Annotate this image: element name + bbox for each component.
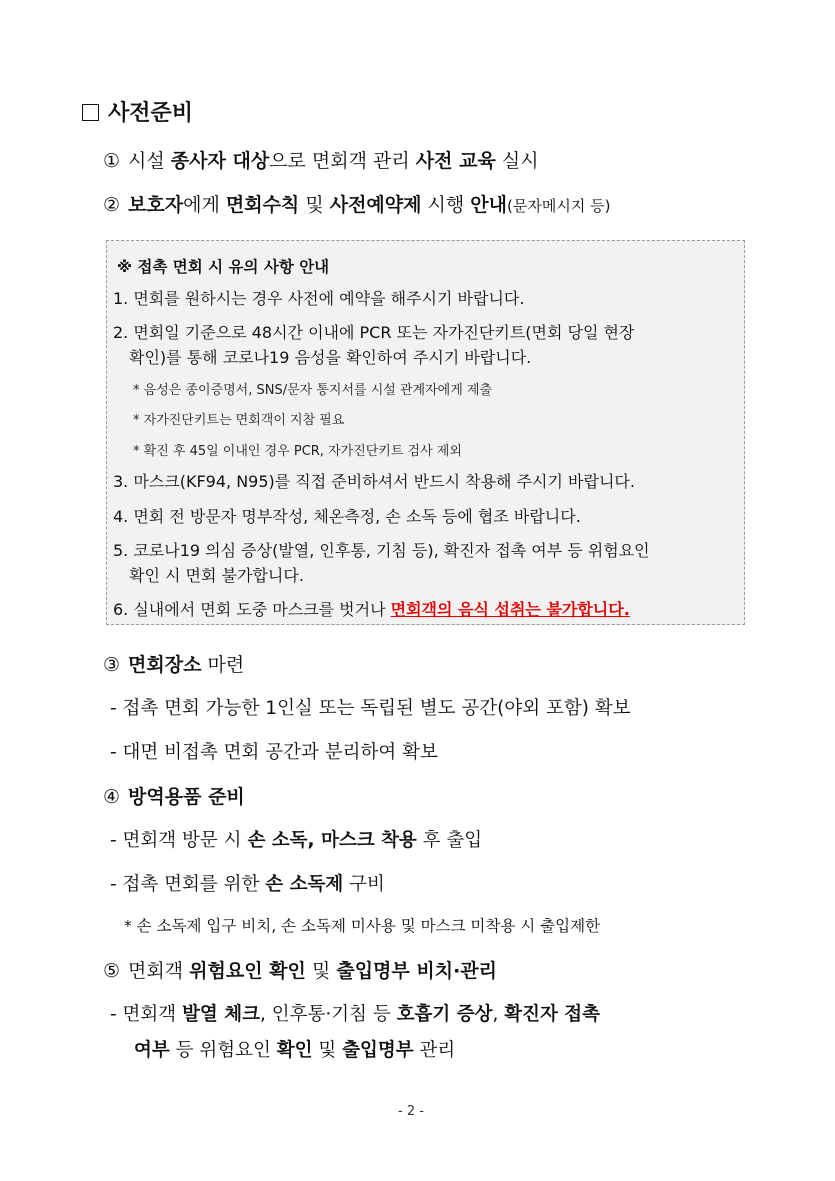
bullet-5b-bold: 출입명부 [342,1040,414,1061]
bullet-5b-text: 등 위험요인 [169,1040,277,1061]
bullet-3b: - 대면 비접촉 면회 공간과 분리하여 확보 [110,742,438,763]
item-1-bold: 종사자 대상 [170,150,270,172]
item-2-text: 시행 [421,194,471,216]
item-2-bold: 안내 [470,194,508,216]
item-2-text: 및 [299,194,330,216]
item-4 [103,782,245,809]
bullet-5a-text: , 인후통·기침 등 [260,1004,397,1025]
item-1-bold: 사전 교육 [415,150,496,172]
item-5-text: 면회객 [128,960,190,982]
bullet-4-note: * 손 소독제 입구 비치, 손 소독제 미사용 및 마스크 미착용 시 출입제한 [124,917,601,935]
bullet-4a-text: - 면회객 방문 시 [110,830,248,851]
item-3-text: 마련 [201,654,245,676]
bullet-5a-bold: 호흡기 증상 [396,1004,493,1025]
item-2-bold: 보호자 [128,194,184,216]
bullet-4a [110,826,482,852]
item-3 [103,650,244,677]
item-1-text: 으로 면회객 관리 [269,150,416,172]
bullet-5b [134,1036,455,1062]
notice-line-2a: 2. 면회일 기준으로 48시간 이내에 PCR 또는 자가진단키트(면회 당일 현장 [113,323,635,342]
notice-heading: ※ 접촉 면회 시 유의 사항 안내 [117,258,330,276]
page-number: - 2 - [398,1104,424,1119]
item-2 [103,190,610,217]
notice-line-1: 1. 면회를 원하시는 경우 사전에 예약을 해주시기 바랍니다. [113,289,525,308]
bullet-4a-bold: 손 소독, 마스크 착용 [247,830,417,851]
section-title-text: 사전준비 [108,101,194,126]
item-2-text: 에게 [183,194,226,216]
notice-sub-1: * 음성은 종이증명서, SNS/문자 통지서를 시설 관계자에게 제출 [133,383,493,398]
bullet-5a-bold: 확진자 접촉 [504,1004,600,1025]
section-title [82,96,193,127]
bullet-4b-text: 구비 [343,874,385,895]
item-4-bold: 방역용품 준비 [128,786,245,808]
bullet-5a [110,1000,600,1026]
notice-line-5a: 5. 코로나19 의심 증상(발열, 인후통, 기침 등), 확진자 접촉 여부 등 위험요인 [113,541,650,560]
bullet-5b-text: 및 [312,1040,343,1061]
item-2-bold: 사전예약제 [329,194,422,216]
bullet-5b-bold: 확인 [276,1040,313,1061]
checkbox-square-icon [82,104,99,121]
bullet-3a: - 접촉 면회 가능한 1인실 또는 독립된 별도 공간(야외 포함) 확보 [110,698,631,719]
notice-line-2b: 확인)를 통해 코로나19 음성을 확인하여 주시기 바랍니다. [129,348,532,367]
item-2-note: (문자메시지 등) [507,197,611,215]
item-3-bold: 면회장소 [128,654,202,676]
item-1-number: ① [103,150,121,172]
item-1-text: 실시 [495,150,539,172]
bullet-4a-text: 후 출입 [416,830,483,851]
bullet-5a-text: - 면회객 [110,1004,183,1025]
notice-sub-2: * 자가진단키트는 면회객이 지참 필요 [133,413,345,428]
notice-box [106,240,745,625]
bullet-4b [110,870,385,896]
item-2-bold: 면회수칙 [225,194,300,216]
notice-line-4: 4. 면회 전 방문자 명부작성, 체온측정, 손 소독 등에 협조 바랍니다. [113,507,581,526]
item-3-number: ③ [103,654,121,676]
item-5-text: 및 [305,960,337,982]
notice-line-6-warning: 면회객의 음식 섭취는 불가합니다. [390,600,630,619]
bullet-5a-text: , [492,1004,505,1025]
bullet-4b-bold: 손 소독제 [265,874,344,895]
item-2-number: ② [103,194,121,216]
bullet-5b-bold: 여부 [134,1040,170,1061]
bullet-5b-text: 관리 [413,1040,456,1061]
item-5-bold: 출입명부 비치·관리 [336,960,498,982]
notice-line-3: 3. 마스크(KF94, N95)를 직접 준비하셔서 반드시 착용해 주시기 바랍니다. [113,472,635,491]
notice-line-5b: 확인 시 면회 불가합니다. [129,566,304,585]
item-5-bold: 위험요인 확인 [189,960,306,982]
notice-line-6 [113,597,630,620]
bullet-5a-bold: 발열 체크 [182,1004,260,1025]
item-5-number: ⑤ [103,960,121,982]
item-1 [103,146,539,173]
bullet-4b-text: - 접촉 면회를 위한 [110,874,266,895]
item-1-text: 시설 [128,150,171,172]
item-4-number: ④ [103,786,121,808]
notice-line-6-text: 6. 실내에서 면회 도중 마스크를 벗거나 [113,600,391,619]
item-5 [103,956,497,983]
notice-sub-3: * 확진 후 45일 이내인 경우 PCR, 자가진단키트 검사 제외 [133,444,462,459]
